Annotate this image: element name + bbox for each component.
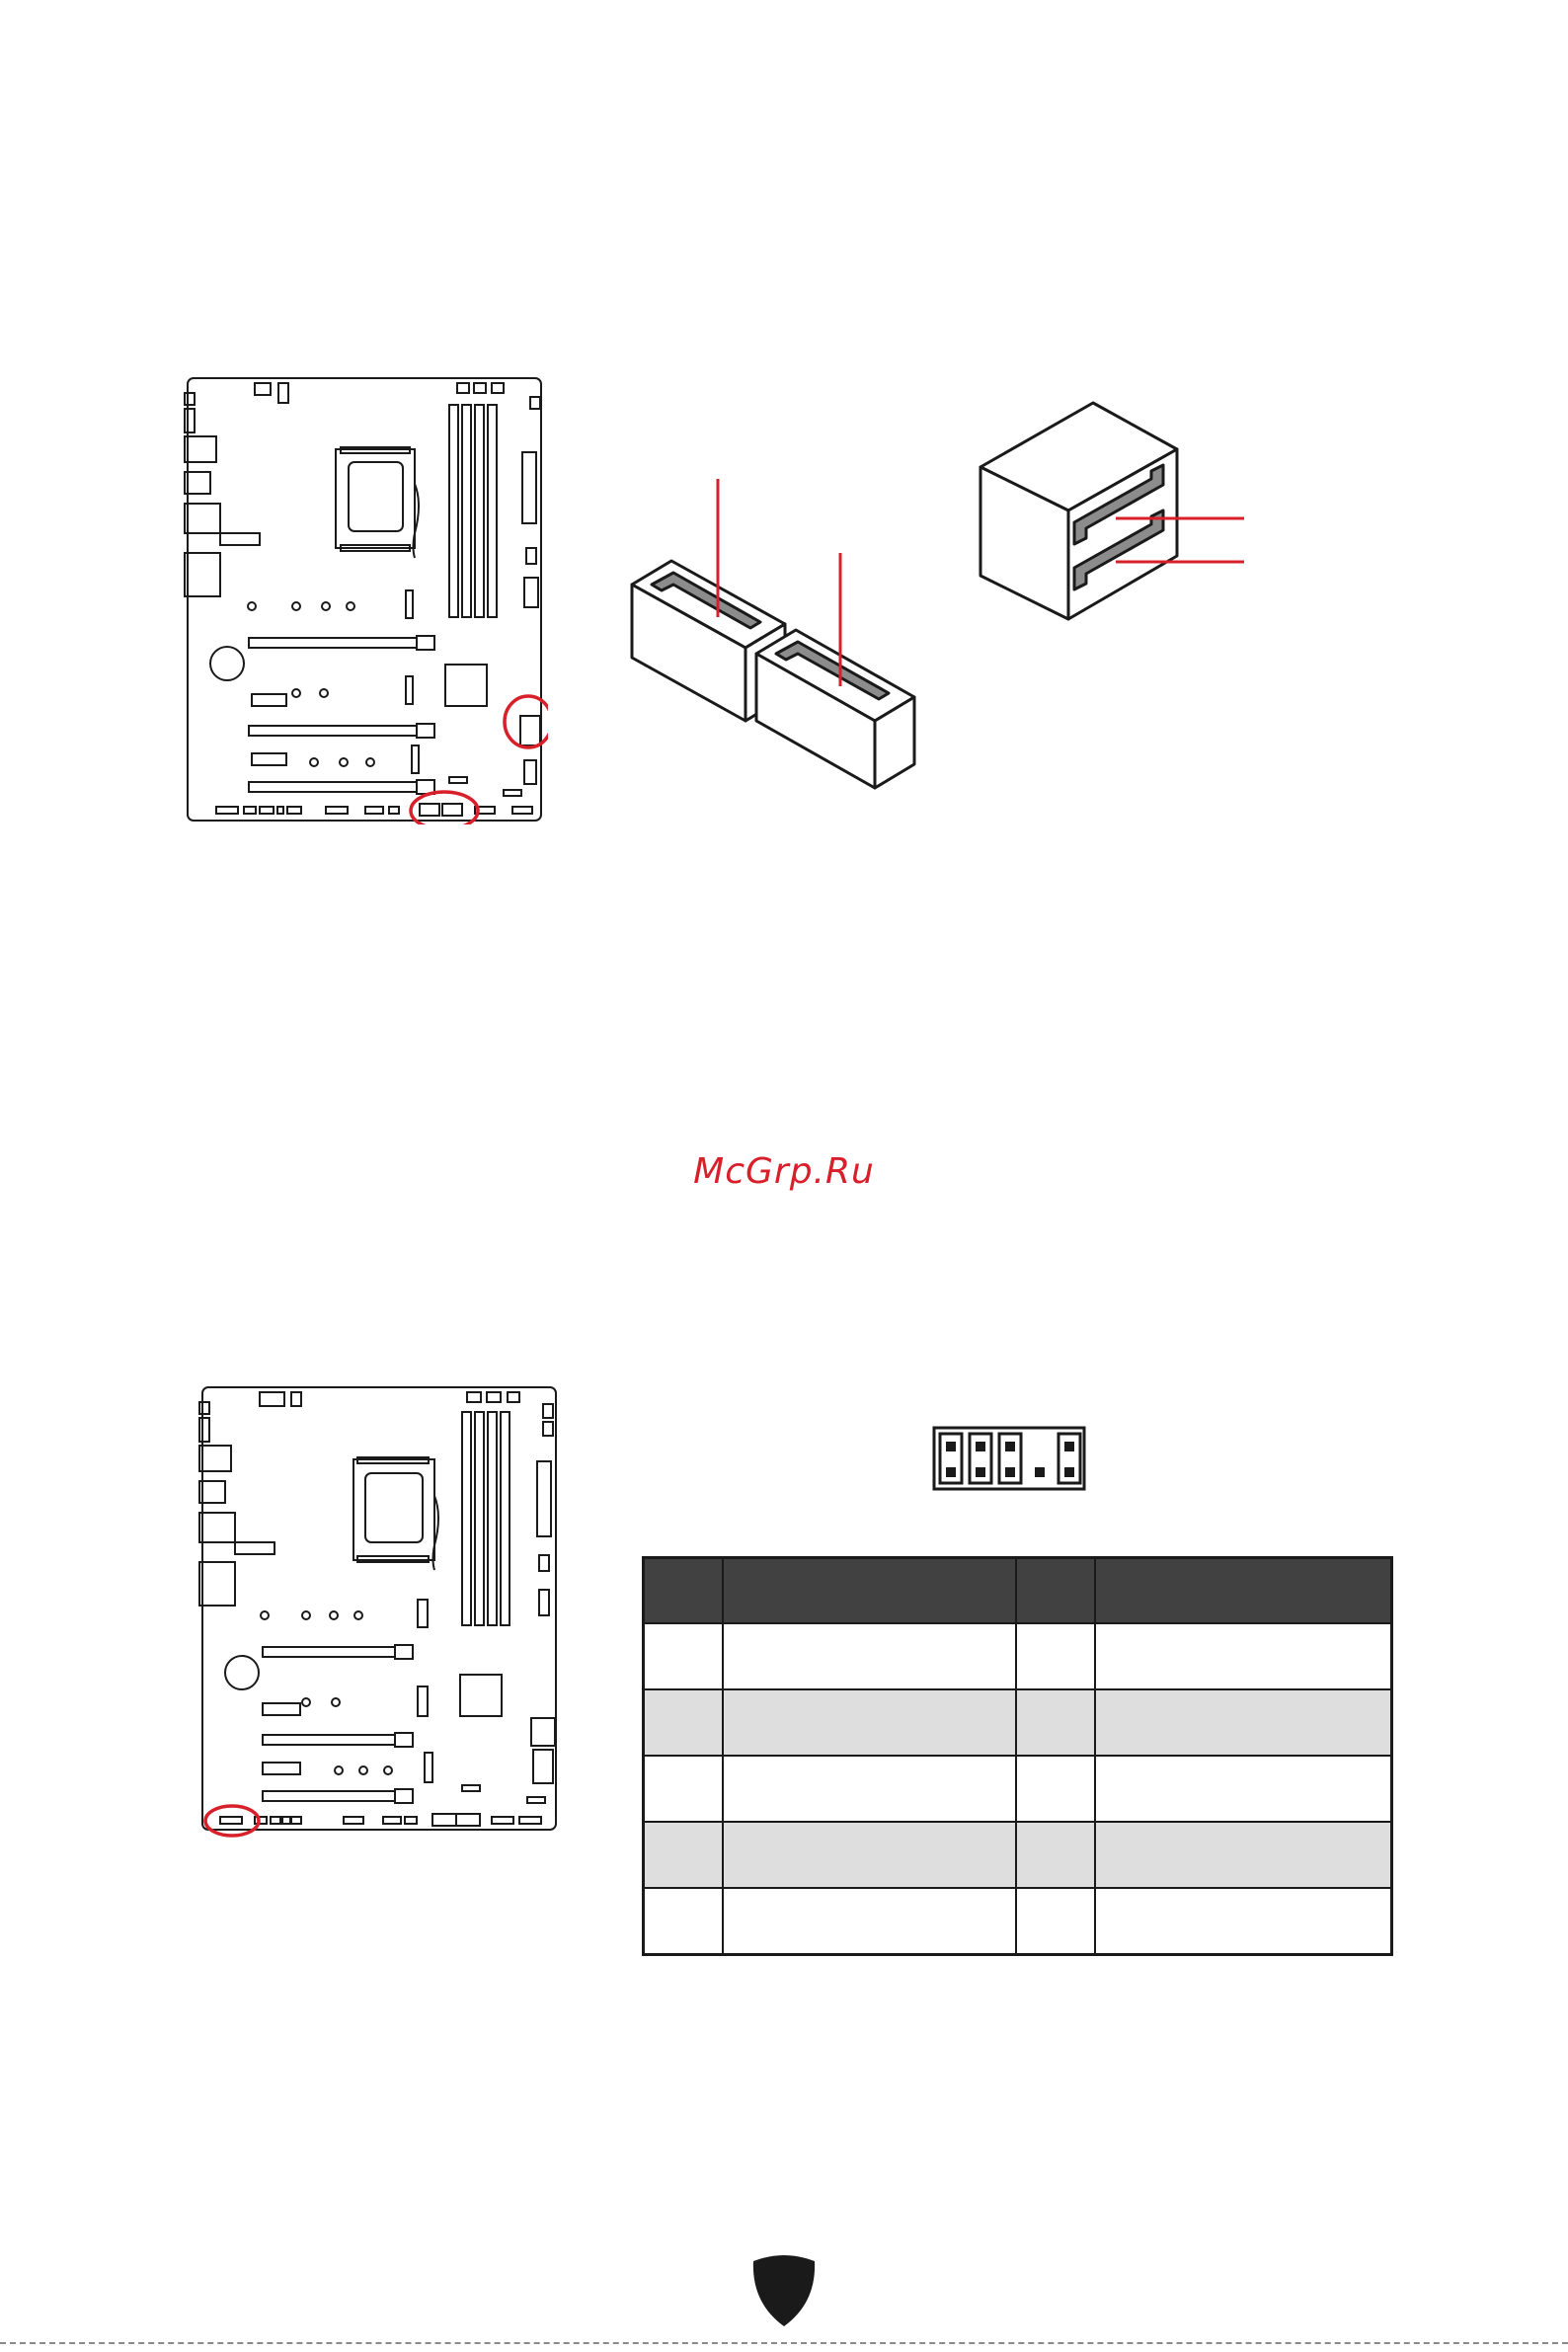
sata-connector-icon-right [978, 400, 1254, 627]
table-cell [1016, 1888, 1095, 1955]
table-cell [723, 1623, 1016, 1689]
table-cell [1016, 1756, 1095, 1822]
table-row [644, 1888, 1392, 1955]
motherboard-diagram-header [196, 1382, 561, 1856]
table-cell [644, 1888, 723, 1955]
table-row [644, 1756, 1392, 1822]
table-cell [723, 1822, 1016, 1888]
table-cell [1095, 1756, 1391, 1822]
sata-connector-icon-left [622, 474, 938, 800]
shield-logo-icon [749, 2253, 819, 2328]
pin-definition-table [642, 1556, 1393, 1956]
table-cell [1016, 1689, 1095, 1756]
table-row [644, 1689, 1392, 1756]
table-cell [1095, 1822, 1391, 1888]
table-row [644, 1822, 1392, 1888]
table-cell [644, 1623, 723, 1689]
table-cell [644, 1689, 723, 1756]
pin-header-icon [932, 1426, 1086, 1491]
table-cell [723, 1888, 1016, 1955]
page-bottom-rule [0, 2342, 1568, 2344]
table-cell [1016, 1822, 1095, 1888]
table-cell [644, 1756, 723, 1822]
table-row [644, 1623, 1392, 1689]
table-cell [1095, 1888, 1391, 1955]
table-cell [723, 1756, 1016, 1822]
table-cell [644, 1822, 723, 1888]
header-pin [644, 1558, 723, 1624]
table-cell [1095, 1689, 1391, 1756]
table-cell [1095, 1623, 1391, 1689]
table-cell [723, 1689, 1016, 1756]
table-header-row [644, 1558, 1392, 1624]
header-pin-2 [1016, 1558, 1095, 1624]
motherboard-diagram-sata [183, 375, 548, 824]
watermark-text: McGrp.Ru [693, 1151, 875, 1192]
table-cell [1016, 1623, 1095, 1689]
header-signal-name [723, 1558, 1016, 1624]
header-signal-name-2 [1095, 1558, 1391, 1624]
